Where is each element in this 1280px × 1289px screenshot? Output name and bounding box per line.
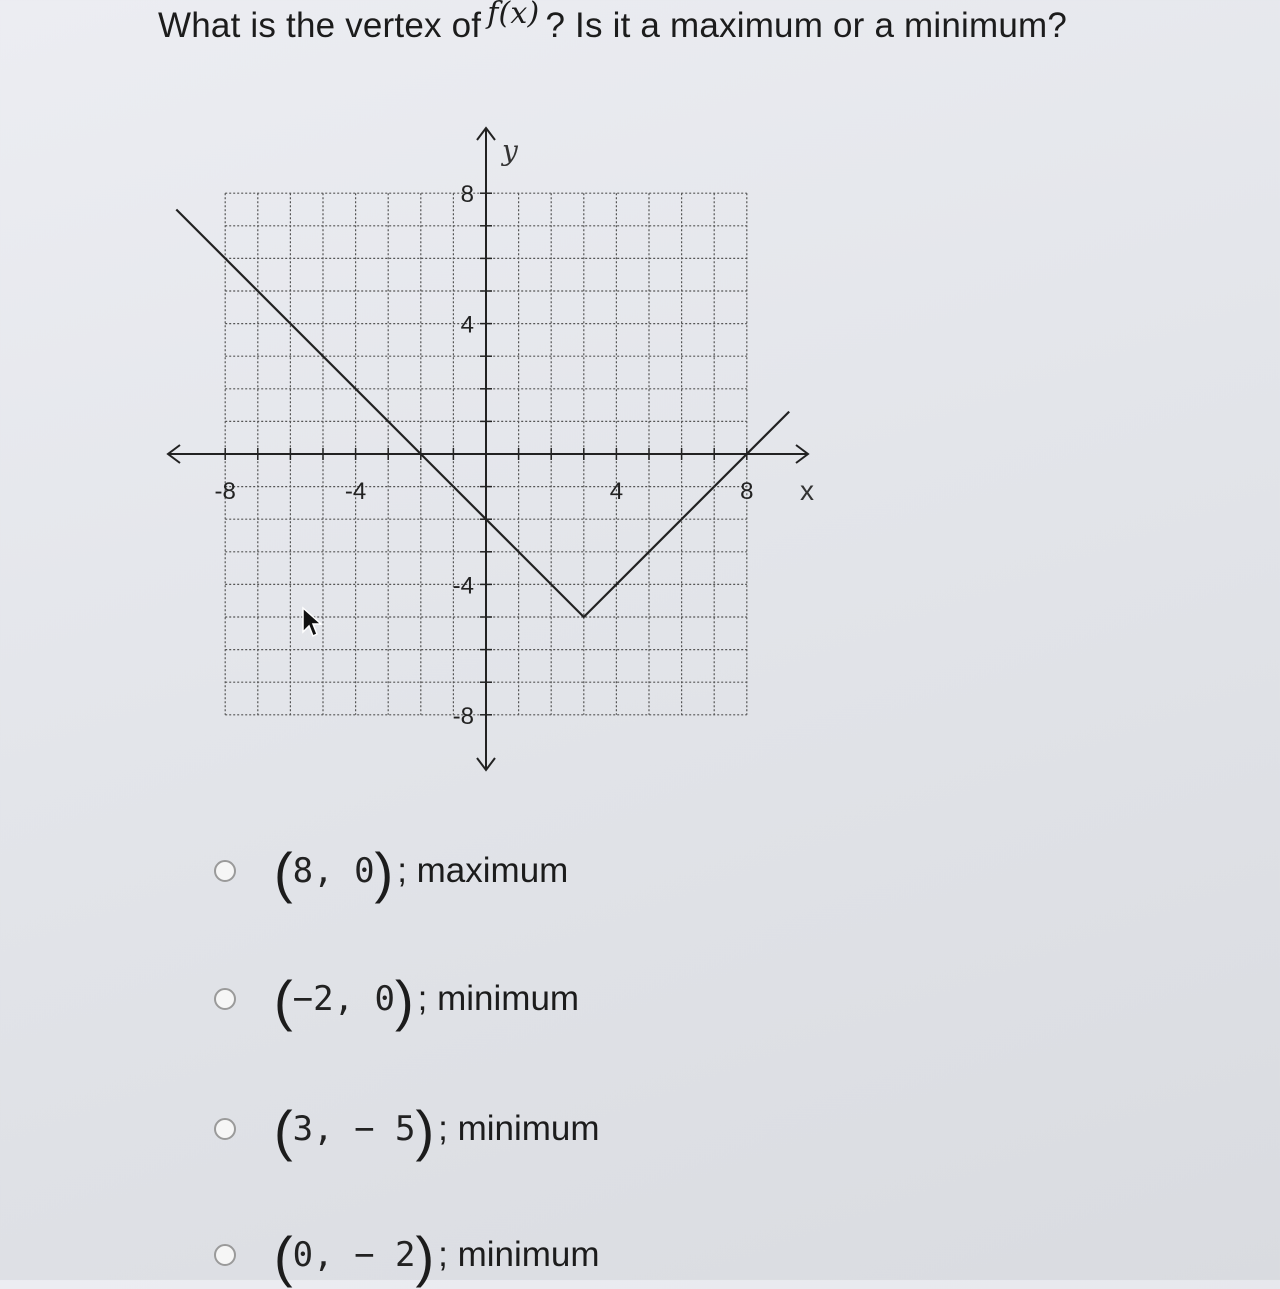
paren-open: ( — [274, 841, 293, 904]
tick-labels — [215, 134, 814, 730]
option-label: ; minimum — [417, 978, 580, 1018]
paren-close: ) — [415, 1099, 435, 1162]
option-coordinate: 0, − 2 — [292, 1234, 416, 1275]
x-tick-label: -8 — [214, 478, 236, 505]
option-label: ; maximum — [397, 850, 569, 890]
radio-button[interactable] — [214, 860, 236, 882]
paren-open: ( — [274, 1225, 293, 1288]
radio-button[interactable] — [214, 1244, 236, 1266]
y-tick-label: 8 — [460, 181, 474, 209]
option-label: ; minimum — [438, 1108, 600, 1148]
axes — [168, 128, 808, 770]
paren-close: ) — [415, 1225, 435, 1288]
answer-option-3[interactable] — [214, 1096, 600, 1161]
option-coordinate: −2, 0 — [292, 978, 396, 1019]
y-axis-label: y — [502, 134, 518, 167]
paren-close: ) — [374, 841, 394, 904]
question-suffix: ? Is it a maximum or a minimum? — [545, 6, 1068, 45]
y-tick-label: 4 — [460, 311, 474, 339]
y-tick-label: -4 — [452, 572, 474, 600]
radio-button[interactable] — [214, 988, 236, 1010]
x-tick-label: -4 — [344, 478, 367, 505]
paren-open: ( — [274, 969, 293, 1032]
paren-close: ) — [395, 969, 414, 1032]
function-line — [176, 210, 789, 618]
x-axis-label: x — [800, 475, 814, 506]
option-label: ; minimum — [438, 1234, 600, 1274]
x-tick-label: 8 — [740, 478, 754, 505]
x-tick-label: 4 — [609, 478, 624, 505]
option-coordinate: 8, 0 — [292, 850, 375, 891]
function-notation: f(x) — [487, 0, 540, 31]
mouse-cursor-icon — [303, 608, 321, 636]
radio-button[interactable] — [214, 1118, 236, 1140]
series — [176, 210, 789, 618]
answer-option-2[interactable] — [214, 966, 579, 1031]
paren-open: ( — [274, 1099, 293, 1162]
answer-option-1[interactable] — [214, 838, 568, 903]
question-prefix: What is the vertex of — [158, 6, 482, 45]
option-coordinate: 3, − 5 — [292, 1108, 416, 1149]
answer-option-4[interactable] — [214, 1222, 600, 1287]
y-tick-label: -8 — [452, 702, 474, 730]
